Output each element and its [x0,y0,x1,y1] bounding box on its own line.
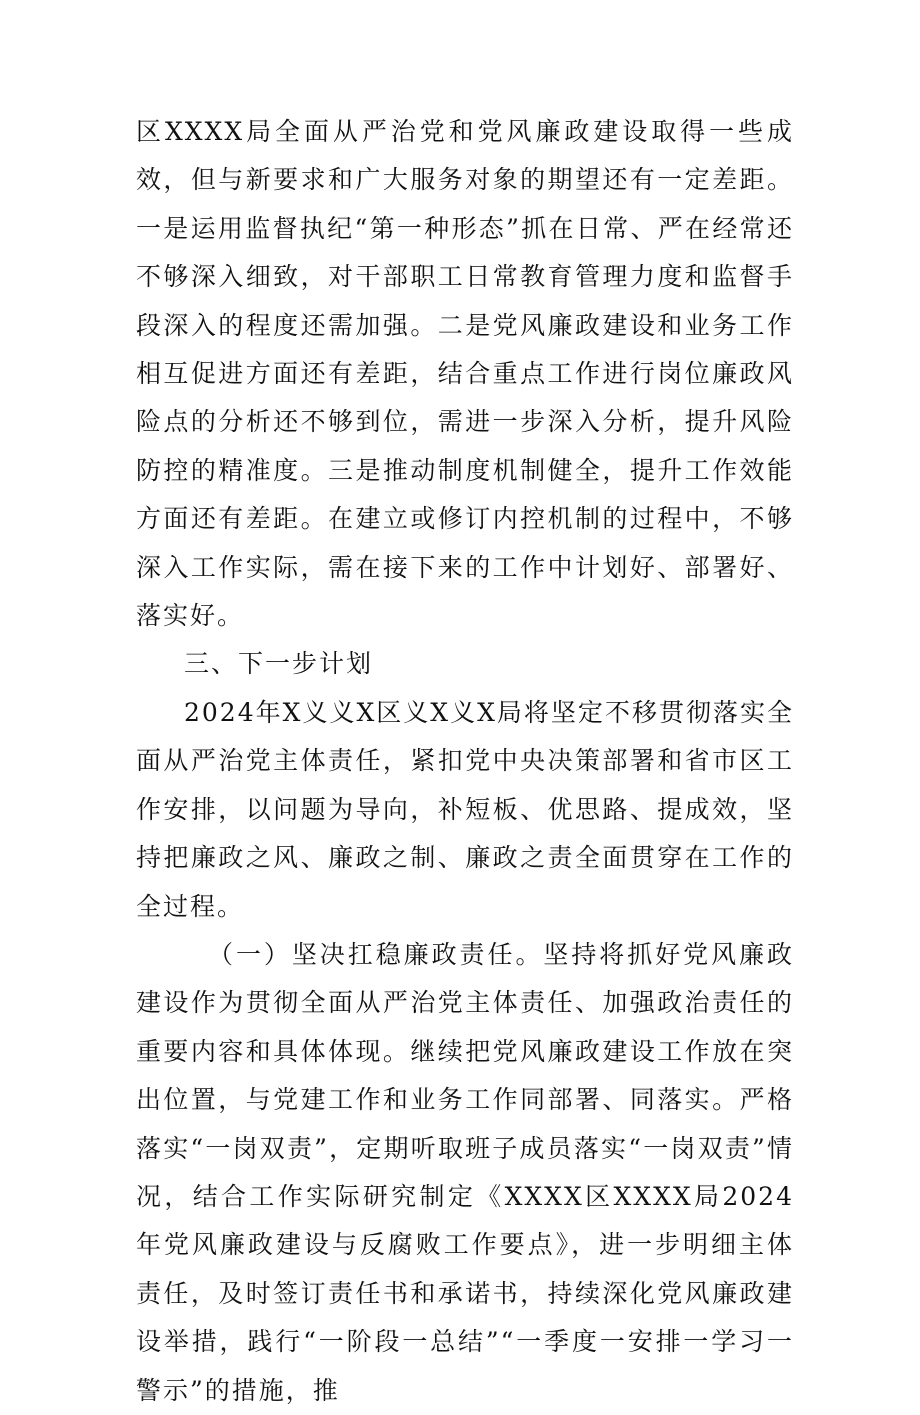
paragraph-2024-plan: 2024年X义义X区义X义X局将坚定不移贯彻落实全面从严治党主体责任，紧扣党中央决策部署和省市区工作安排，以问题为导向，补短板、优思路、提成效，坚持把廉政之风、廉政之制、廉政之责全面贯穿在工作的全过程。 [136,697,794,921]
document-body [136,108,794,1415]
paragraph-integrity-responsibility: （一）坚决扛稳廉政责任。坚持将抓好党风廉政建设作为贯彻全面从严治党主体责任、加强政治责任的重要内容和具体体现。继续把党风廉政建设工作放在突出位置，与党建工作和业务工作同部署、同落实。严格落实“一岗双责”，定期听取班子成员落实“一岗双责”情况，结合工作实际研究制定《XXXX区XXXX局2024年党风廉政建设与反腐败工作要点》，进一步明细主体责任，及时签订责任书和承诺书，持续深化党风廉政建设举措，践行“一阶段一总结”“一季度一安排一学习一警示”的措施，推 [136,939,794,1405]
section-heading-next-steps: 三、下一步计划 [184,649,374,679]
paragraph-problems-continued: 区XXXX局全面从严治党和党风廉政建设取得一些成效，但与新要求和广大服务对象的期望还有一定差距。一是运用监督执纪“第一种形态”抓在日常、严在经常还不够深入细致，对干部职工日常教育管理力度和监督手段深入的程度还需加强。二是党风廉政建设和业务工作相互促进方面还有差距，结合重点工作进行岗位廉政风险点的分析还不够到位，需进一步深入分析，提升风险防控的精准度。三是推动制度机制健全，提升工作效能方面还有差距。在建立或修订内控机制的过程中，不够深入工作实际，需在接下来的工作中计划好、部署好、落实好。 [136,117,794,631]
